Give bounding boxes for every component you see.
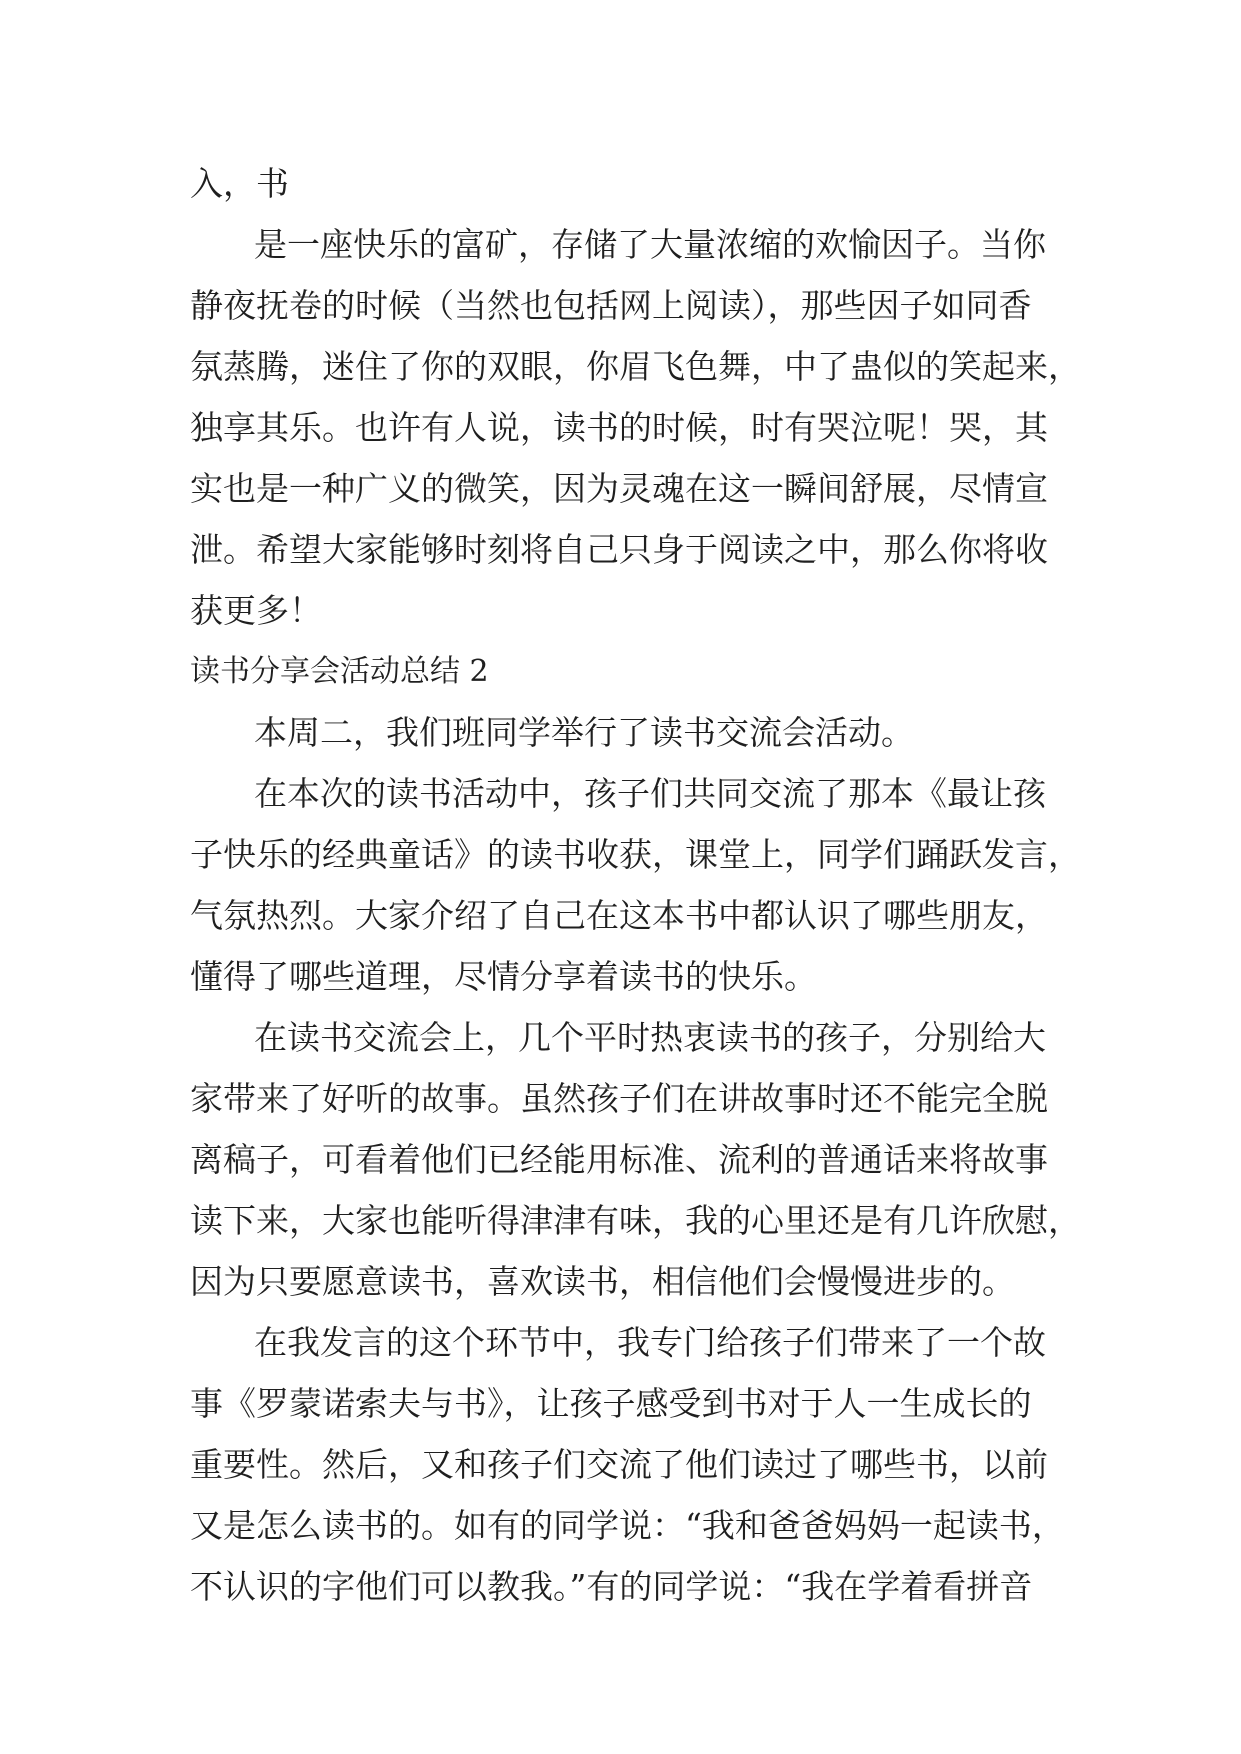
text-line: 实也是一种广义的微笑，因为灵魂在这一瞬间舒展，尽情宣 [190, 469, 1048, 508]
text-line: 懂得了哪些道理，尽情分享着读书的快乐。 [190, 957, 817, 996]
text-line: 独享其乐。也许有人说，读书的时候，时有哭泣呢！哭，其 [190, 408, 1048, 447]
text-line: 不认识的字他们可以教我。”有的同学说：“我在学着看拼音 [190, 1567, 1033, 1606]
text-line: 事《罗蒙诺索夫与书》，让孩子感受到书对于人一生成长的 [190, 1384, 1032, 1423]
paragraph-start-line: 在本次的读书活动中，孩子们共同交流了那本《最让孩 [254, 774, 1046, 813]
text-line: 气氛热烈。大家介绍了自己在这本书中都认识了哪些朋友， [190, 896, 1048, 935]
text-line: 泄。希望大家能够时刻将自己只身于阅读之中，那么你将收 [190, 530, 1048, 569]
text-line: 读下来，大家也能听得津津有味，我的心里还是有几许欣慰， [190, 1201, 1081, 1240]
paragraph-start-line: 是一座快乐的富矿，存储了大量浓缩的欢愉因子。当你 [254, 225, 1046, 264]
text-line: 静夜抚卷的时候（当然也包括网上阅读），那些因子如同香 [190, 286, 1032, 325]
paragraph-start-line: 在读书交流会上，几个平时热衷读书的孩子，分别给大 [254, 1018, 1046, 1057]
text-line: 重要性。然后，又和孩子们交流了他们读过了哪些书，以前 [190, 1445, 1048, 1484]
text-line: 氛蒸腾，迷住了你的双眼，你眉飞色舞，中了蛊似的笑起来， [190, 347, 1081, 386]
text-line: 离稿子，可看着他们已经能用标准、流利的普通话来将故事 [190, 1140, 1048, 1179]
text-line: 因为只要愿意读书，喜欢读书，相信他们会慢慢进步的。 [190, 1262, 1015, 1301]
text-line: 获更多！ [190, 591, 322, 630]
paragraph-start-line: 本周二，我们班同学举行了读书交流会活动。 [254, 713, 914, 752]
text-line: 入，书 [190, 164, 289, 203]
text-line: 又是怎么读书的。如有的同学说：“我和爸爸妈妈一起读书， [190, 1506, 1065, 1545]
text-line: 子快乐的经典童话》的读书收获，课堂上，同学们踊跃发言， [190, 835, 1081, 874]
paragraph-start-line: 在我发言的这个环节中，我专门给孩子们带来了一个故 [254, 1323, 1046, 1362]
text-line: 家带来了好听的故事。虽然孩子们在讲故事时还不能完全脱 [190, 1079, 1048, 1118]
section-heading: 读书分享会活动总结 2 [190, 654, 489, 689]
